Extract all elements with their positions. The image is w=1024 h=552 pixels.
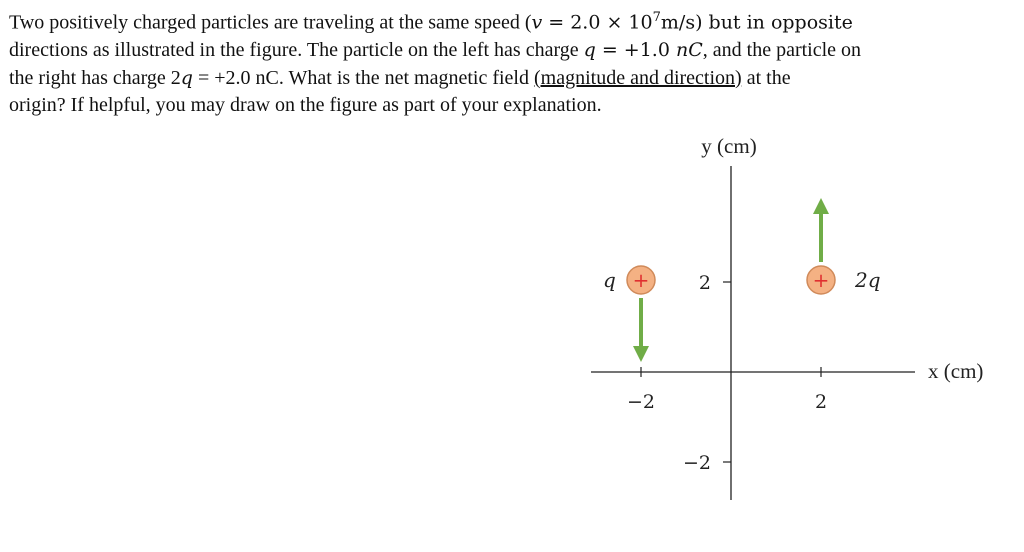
ticks-group (627, 272, 827, 474)
text-segment: at the (741, 66, 791, 89)
particle-label: 2q (855, 268, 881, 292)
y-tick-label: 2 (698, 272, 711, 294)
text-segment: , and the particle on (702, 39, 862, 62)
charge-variable: q (180, 66, 193, 89)
text-segment: = +1.0 (595, 39, 676, 62)
x-axis-label: x (cm) (928, 359, 984, 383)
problem-line-4: origin? If helpful, you may draw on the figure as part of your explanation. (9, 94, 602, 117)
plus-sign: + (812, 268, 830, 292)
charge-variable: q (583, 39, 596, 62)
text-segment: = 2.0 × 10 (542, 11, 653, 34)
exponent: 7 (652, 10, 661, 25)
y-tick-label: −2 (682, 452, 711, 474)
unit-n: n (675, 39, 689, 62)
y-axis-label: y (cm) (701, 134, 757, 158)
particles-group (603, 206, 881, 354)
text-segment: = +2.0 nC. What is the net magnetic field (192, 66, 534, 89)
underlined-phrase: (magnitude and direction) (533, 66, 742, 89)
plus-sign: + (632, 268, 650, 292)
text-segment: Two positively charged particles are traveling at the same speed ( (9, 11, 532, 34)
x-tick-label: −2 (626, 391, 656, 413)
speed-variable: v (531, 11, 543, 34)
particle-label: q (603, 268, 616, 292)
text-segment: the right has charge 2 (9, 66, 181, 89)
text-segment: m/s) but in opposite (660, 11, 853, 34)
unit-c: C (688, 39, 703, 62)
x-tick-label: 2 (814, 391, 828, 413)
text-segment: directions as illustrated in the figure. The particle on the left has charge (9, 39, 584, 62)
